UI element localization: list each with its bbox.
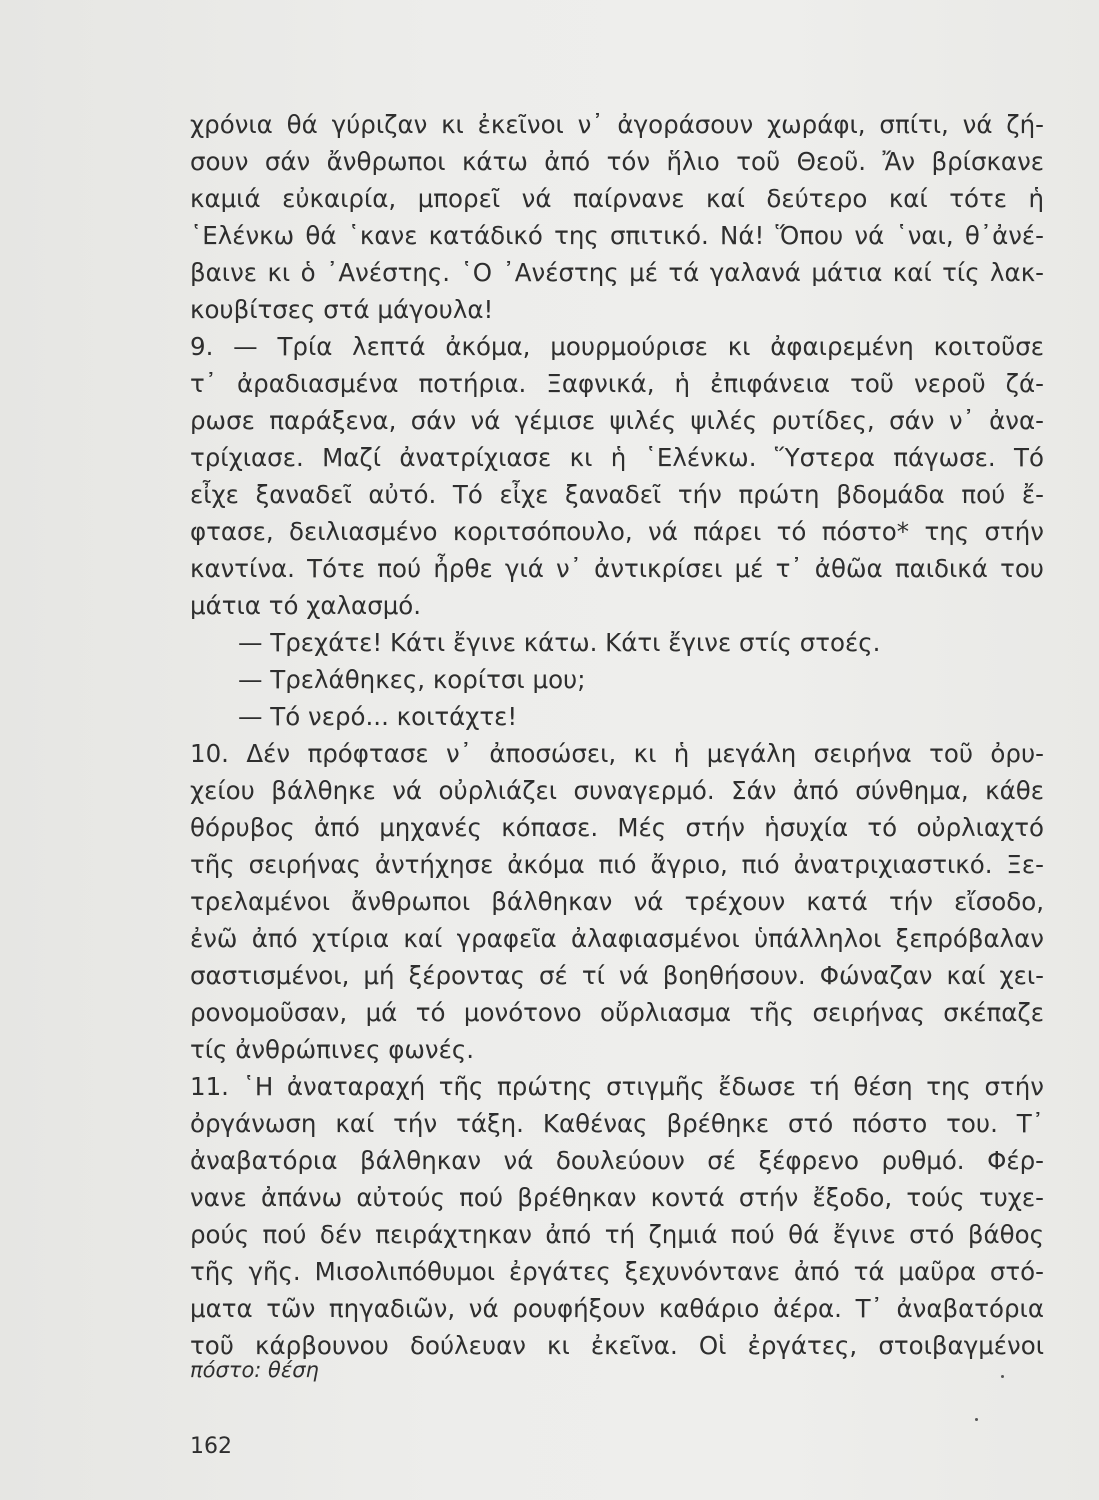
text-line-20: θόρυβος ἀπό μηχανές κόπασε. Μές στήν ἡσυχία τό οὐρλιαχτό xyxy=(190,813,1044,842)
page-number: 162 xyxy=(190,1434,232,1459)
text-line-8: τ᾽ ἀραδιασμένα ποτήρια. Ξαφνικά, ἡ ἐπιφάνεια τοῦ νεροῦ ζά- xyxy=(190,369,1044,398)
text-line-9: ρωσε παράξενα, σάν νά γέμισε ψιλές ψιλές ρυτίδες, σάν ν᾽ ἀνα- xyxy=(190,406,1044,435)
text-line-31: ρούς πού δέν πειράχτηκαν ἀπό τή ζημιά πού θά ἔγινε στό βάθος xyxy=(190,1220,1044,1249)
text-line-19: χείου βάλθηκε νά οὐρλιάζει συναγερμό. Σάν ἀπό σύνθημα, κάθε xyxy=(190,776,1044,805)
text-line-21: τῆς σειρήνας ἀντήχησε ἀκόμα πιό ἄγριο, πιό ἀνατριχιαστικό. Ξε- xyxy=(190,850,1044,879)
text-line-24: σαστισμένοι, μή ξέροντας σέ τί νά βοηθήσουν. Φώναζαν καί χει- xyxy=(190,961,1044,990)
text-line-28: ὀργάνωση καί τήν τάξη. Καθένας βρέθηκε στό πόστο του. Τ᾽ xyxy=(190,1109,1044,1138)
text-line-1: χρόνια θά γύριζαν κι ἐκεῖνοι ν᾽ ἀγοράσουν χωράφι, σπίτι, νά ζή- xyxy=(190,110,1044,139)
dialogue-line-2: — Τρελάθηκες, κορίτσι μου; xyxy=(238,665,586,694)
text-line-14: μάτια τό χαλασμό. xyxy=(190,591,422,620)
footnote: πόστο: θέση xyxy=(190,1358,319,1382)
dialogue-line-1: — Τρεχάτε! Κάτι ἔγινε κάτω. Κάτι ἔγινε στίς στοές. xyxy=(238,628,881,657)
text-line-22: τρελαμένοι ἄνθρωποι βάλθηκαν νά τρέχουν κατά τήν εἴσοδο, xyxy=(190,887,1044,916)
paragraph-10-start: 10. Δέν πρόφτασε ν᾽ ἀποσώσει, κι ἡ μεγάλη σειρήνα τοῦ ὀρυ- xyxy=(190,739,1044,768)
text-line-11: εἶχε ξαναδεῖ αὐτό. Τό εἶχε ξαναδεῖ τήν πρώτη βδομάδα πού ἔ- xyxy=(190,480,1044,509)
text-line-33: ματα τῶν πηγαδιῶν, νά ρουφήξουν καθάριο ἀέρα. Τ᾽ ἀναβατόρια xyxy=(190,1294,1044,1323)
dialogue-line-3: — Τό νερό... κοιτάχτε! xyxy=(238,702,518,731)
text-line-13: καντίνα. Τότε πού ἦρθε γιά ν᾽ ἀντικρίσει μέ τ᾽ ἀθῶα παιδικά του xyxy=(190,554,1044,583)
text-line-30: νανε ἀπάνω αὐτούς πού βρέθηκαν κοντά στήν ἔξοδο, τούς τυχε- xyxy=(190,1183,1044,1212)
text-line-25: ρονομοῦσαν, μά τό μονότονο οὔρλιασμα τῆς σειρήνας σκέπαζε xyxy=(190,998,1044,1027)
text-line-4: ῾Ελένκω θά ῾κανε κατάδικό της σπιτικό. Νά! Ὅπου νά ῾ναι, θ᾽ἀνέ- xyxy=(190,221,1044,250)
text-line-6: κουβίτσες στά μάγουλα! xyxy=(190,295,494,324)
text-line-5: βαινε κι ὁ ᾽Ανέστης. ῾Ο ᾽Ανέστης μέ τά γαλανά μάτια καί τίς λακ- xyxy=(190,258,1044,287)
text-line-32: τῆς γῆς. Μισολιπόθυμοι ἐργάτες ξεχυνόντανε ἀπό τά μαῦρα στό- xyxy=(190,1257,1044,1286)
text-line-10: τρίχιασε. Μαζί ἀνατρίχιασε κι ἡ ῾Ελένκω. Ὕστερα πάγωσε. Τό xyxy=(190,443,1044,472)
text-line-29: ἀναβατόρια βάλθηκαν νά δουλεύουν σέ ξέφρενο ρυθμό. Φέρ- xyxy=(190,1146,1044,1175)
text-line-12: φτασε, δειλιασμένο κοριτσόπουλο, νά πάρει τό πόστο* της στήν xyxy=(190,517,1044,546)
text-line-23: ἐνῶ ἀπό χτίρια καί γραφεῖα ἀλαφιασμένοι ὑπάλληλοι ξεπρόβαλαν xyxy=(190,924,1044,953)
scan-speck-mark xyxy=(975,1418,978,1421)
scan-speck-mark xyxy=(1001,1375,1004,1378)
paragraph-9-start: 9. — Τρία λεπτά ἀκόμα, μουρμούρισε κι ἀφαιρεμένη κοιτοῦσε xyxy=(190,332,1044,361)
text-line-26: τίς ἀνθρώπινες φωνές. xyxy=(190,1035,475,1064)
paragraph-11-start: 11. ῾Η ἀναταραχή τῆς πρώτης στιγμῆς ἔδωσε τή θέση της στήν xyxy=(190,1072,1044,1101)
text-line-3: καμιά εὐκαιρία, μπορεῖ νά παίρνανε καί δεύτερο καί τότε ἡ xyxy=(190,184,1044,213)
text-line-34: τοῦ κάρβουνου δούλευαν κι ἐκεῖνα. Οἱ ἐργάτες, στοιβαγμένοι xyxy=(190,1331,1044,1360)
text-line-2: σουν σάν ἄνθρωποι κάτω ἀπό τόν ἥλιο τοῦ Θεοῦ. Ἄν βρίσκανε xyxy=(190,147,1044,176)
